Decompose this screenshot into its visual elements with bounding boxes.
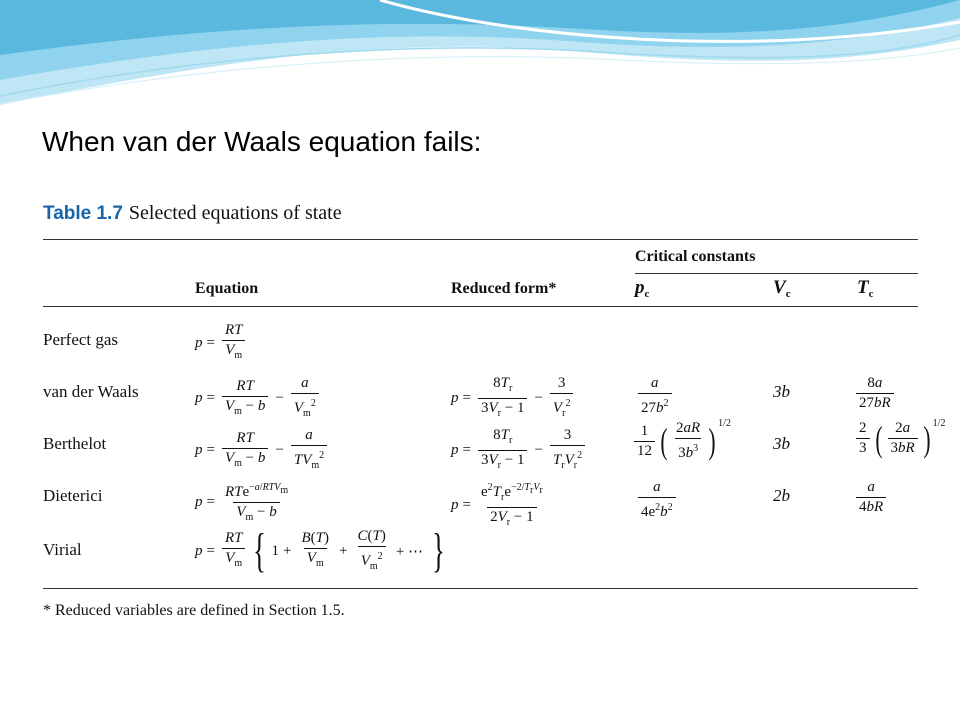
vc-van-der-waals: 3b bbox=[773, 382, 790, 401]
tc-van-der-waals: $\frac{8a}{27bR}$ bbox=[853, 375, 897, 412]
table-bottom-rule bbox=[43, 588, 918, 589]
critical-constants-rule bbox=[635, 273, 918, 274]
table-number: Table 1.7 bbox=[43, 203, 123, 224]
table-caption bbox=[43, 202, 342, 225]
reduced-form-dieterici: p = $\frac{e^2T_re^{-2/T_rV_r}}{2V_r - 1}$ bbox=[451, 479, 549, 531]
row-label-dieterici: Dieterici bbox=[43, 486, 103, 505]
header-wave-decoration bbox=[0, 0, 960, 130]
header-bottom-rule bbox=[43, 306, 918, 307]
tc-dieterici: $\frac{a}{4bR}$ bbox=[853, 479, 889, 516]
header-critical-constants: Critical constants bbox=[635, 248, 756, 265]
reduced-form-berthelot: p = $\frac{8T_r}{3V_r - 1}$ − $\frac{3}{T_rV_r^2}$ bbox=[451, 427, 588, 474]
table-caption-text: Selected equations of state bbox=[128, 202, 342, 224]
header-pc: $p_c$ bbox=[635, 277, 650, 301]
equation-dieterici: p = $\frac{RTe^{-a/RTV_m}}{V_m - b}$ bbox=[195, 479, 294, 526]
equations-of-state-table bbox=[33, 190, 946, 630]
tc-berthelot: $\frac{2}{3}$ ( $\frac{2a}{3bR}$ ) 1/2 bbox=[853, 420, 945, 457]
header-equation: Equation bbox=[195, 280, 259, 297]
pc-van-der-waals: $\frac{a}{27b^2}$ bbox=[635, 375, 675, 417]
row-label-virial: Virial bbox=[43, 540, 82, 559]
vc-dieterici: 2b bbox=[773, 486, 790, 505]
row-label-van-der-waals: van der Waals bbox=[43, 382, 139, 401]
equation-berthelot: p = $\frac{RT}{V_m - b}$ − $\frac{a}{TV_m^2}$ bbox=[195, 427, 330, 474]
row-label-perfect-gas: Perfect gas bbox=[43, 330, 119, 349]
reduced-form-van-der-waals: p = $\frac{8T_r}{3V_r - 1}$ − $\frac{3}{V_r^2}$ bbox=[451, 375, 576, 422]
equation-virial: p = $\frac{RT}{V_m}$ { 1 + $\frac{B(T)}{V_m}$ + $\frac{C(T)}{V_m^2}$ + ⋯ } bbox=[195, 524, 445, 577]
equation-perfect-gas: p = $\frac{RT}{V_m}$ bbox=[195, 322, 248, 364]
table-footnote: * Reduced variables are defined in Section 1.5. bbox=[43, 602, 345, 619]
pc-berthelot: $\frac{1}{12}$ ( $\frac{2aR}{3b^3}$ ) 1/2 bbox=[631, 420, 731, 462]
pc-dieterici: $\frac{a}{4e^2b^2}$ bbox=[635, 479, 679, 521]
equation-van-der-waals: p = $\frac{RT}{V_m - b}$ − $\frac{a}{V_m^2}$ bbox=[195, 375, 322, 422]
vc-berthelot: 3b bbox=[773, 434, 790, 453]
header-vc: $V_c$ bbox=[773, 277, 791, 301]
header-tc: $T_c$ bbox=[857, 277, 874, 301]
row-label-berthelot: Berthelot bbox=[43, 434, 107, 453]
header-reduced-form: Reduced form* bbox=[451, 280, 557, 297]
table-top-rule bbox=[43, 239, 918, 240]
slide-title: When van der Waals equation fails: bbox=[42, 126, 482, 157]
